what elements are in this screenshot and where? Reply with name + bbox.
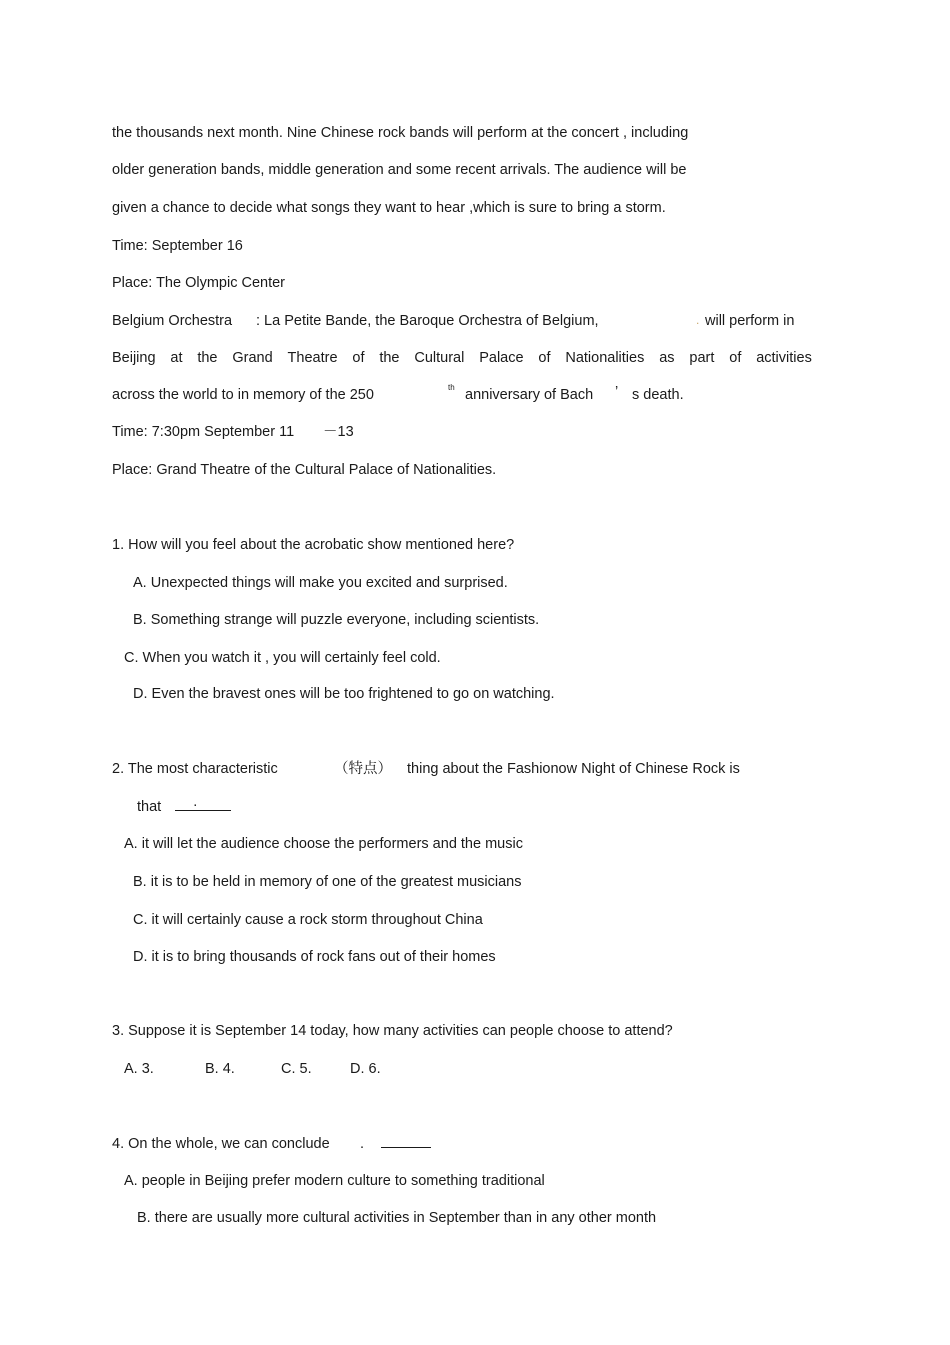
justified-word: the <box>197 350 218 366</box>
question-4-stem: 4. On the whole, we can conclude <box>112 1136 330 1152</box>
belgium-description-end: will perform in <box>705 313 795 329</box>
anniversary-line-end: s death. <box>632 387 684 403</box>
question-1-stem: 1. How will you feel about the acrobatic show mentioned here? <box>112 537 515 553</box>
question-4-blank <box>381 1135 431 1153</box>
question-1-option-a: A. Unexpected things will make you excited and surprised. <box>133 575 508 591</box>
question-1-option-d: D. Even the bravest ones will be too frightened to go on watching. <box>133 686 555 702</box>
event-place-orchestra: Place: Grand Theatre of the Cultural Palace of Nationalities. <box>112 462 497 478</box>
justified-word: activities <box>756 350 812 366</box>
question-1-option-b: B. Something strange will puzzle everyone, including scientists. <box>133 612 540 628</box>
justified-word: Theatre <box>287 350 338 366</box>
justified-passage-line <box>112 349 812 367</box>
question-2-stem-end: thing about the Fashionow Night of Chinese Rock is <box>407 761 740 777</box>
superscript-th: th <box>448 383 455 392</box>
justified-word: the <box>379 350 400 366</box>
justified-word: Palace <box>479 350 524 366</box>
blank-dot: . <box>193 794 198 810</box>
faint-dot-mark: . <box>696 313 700 327</box>
justified-word: as <box>659 350 675 366</box>
answer-blank <box>381 1135 431 1148</box>
question-4-option-a: A. people in Beijing prefer modern culture to something traditional <box>124 1173 545 1189</box>
belgium-description: : La Petite Bande, the Baroque Orchestra of Belgium, <box>256 313 599 329</box>
question-2-option-a: A. it will let the audience choose the performers and the music <box>124 836 523 852</box>
question-2-chinese-gloss: （特点） <box>334 761 392 777</box>
passage-line-1: the thousands next month. Nine Chinese rock bands will perform at the concert , including <box>112 125 689 141</box>
belgium-heading: Belgium Orchestra <box>112 313 233 329</box>
event-place-rock: Place: The Olympic Center <box>112 275 285 291</box>
justified-word: Nationalities <box>565 350 645 366</box>
question-3-option-d: D. 6. <box>350 1061 381 1077</box>
justified-word: of <box>352 350 365 366</box>
question-3-option-b: B. 4. <box>205 1061 235 1077</box>
event-time-orchestra: Time: 7:30pm September 11 <box>112 424 295 440</box>
question-3-stem: 3. Suppose it is September 14 today, how many activities can people choose to attend? <box>112 1023 673 1039</box>
question-2-stem-that <box>137 794 231 816</box>
question-2-that-word: that <box>137 799 162 815</box>
passage-line-3: given a chance to decide what songs they want to hear ,which is sure to bring a storm. <box>112 200 666 216</box>
passage-line-2: older generation bands, middle generation and some recent arrivals. The audience will be <box>112 162 687 178</box>
apostrophe-mark: ’ <box>615 384 619 400</box>
question-4-option-b: B. there are usually more cultural activities in September than in any other month <box>137 1210 657 1226</box>
question-2-stem-start: 2. The most characteristic <box>112 761 278 777</box>
event-time-rock: Time: September 16 <box>112 238 243 254</box>
question-2-option-b: B. it is to be held in memory of one of the greatest musicians <box>133 874 522 890</box>
event-time-range-end: －13 <box>323 424 354 440</box>
anniversary-line-start: across the world to in memory of the 250 <box>112 387 374 403</box>
question-2-option-c: C. it will certainly cause a rock storm throughout China <box>133 912 483 928</box>
justified-word: part <box>689 350 715 366</box>
justified-word: of <box>729 350 742 366</box>
justified-word: Cultural <box>414 350 465 366</box>
justified-word: Grand <box>232 350 273 366</box>
question-2-option-d: D. it is to bring thousands of rock fans out of their homes <box>133 949 496 965</box>
justified-word: Beijing <box>112 350 156 366</box>
answer-blank <box>175 794 231 811</box>
question-1-option-c: C. When you watch it , you will certainly feel cold. <box>124 650 441 666</box>
justified-word: of <box>538 350 551 366</box>
justified-word: at <box>170 350 183 366</box>
question-4-dot: . <box>360 1136 365 1152</box>
anniversary-line-middle: anniversary of Bach <box>465 387 594 403</box>
question-3-option-c: C. 5. <box>281 1061 312 1077</box>
question-3-option-a: A. 3. <box>124 1061 154 1077</box>
